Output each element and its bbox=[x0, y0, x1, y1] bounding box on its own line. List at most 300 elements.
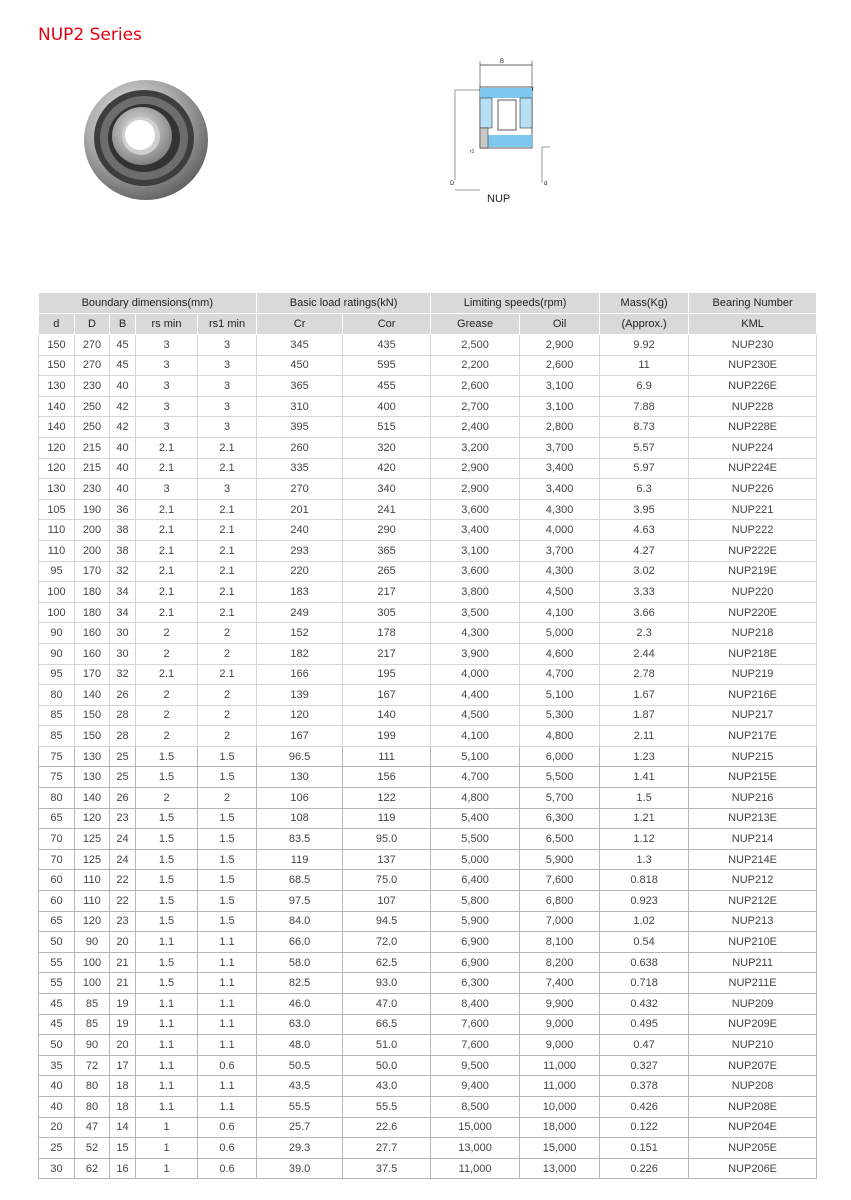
cell-B: 22 bbox=[110, 870, 136, 891]
cell-bearing-number: NUP204E bbox=[689, 1117, 817, 1138]
cell-D: 47 bbox=[75, 1117, 110, 1138]
cell-mass: 5.97 bbox=[600, 458, 689, 479]
cell-B: 21 bbox=[110, 973, 136, 994]
cell-B: 40 bbox=[110, 458, 136, 479]
cell-D: 250 bbox=[75, 417, 110, 438]
cell-D: 140 bbox=[75, 788, 110, 809]
cell-grease: 5,400 bbox=[431, 808, 520, 829]
table-row bbox=[39, 582, 817, 603]
subheader-cr: Cr bbox=[257, 314, 343, 335]
cell-d: 95 bbox=[39, 561, 75, 582]
table-group-header-row bbox=[39, 293, 817, 314]
cell-oil: 3,400 bbox=[520, 479, 600, 500]
cell-mass: 0.923 bbox=[600, 891, 689, 912]
cell-cor: 140 bbox=[343, 705, 431, 726]
cell-rs1-min: 3 bbox=[198, 376, 257, 397]
cell-grease: 6,400 bbox=[431, 870, 520, 891]
table-row bbox=[39, 335, 817, 356]
cell-mass: 1.21 bbox=[600, 808, 689, 829]
cell-rs1-min: 2.1 bbox=[198, 582, 257, 603]
table-row bbox=[39, 499, 817, 520]
cell-cor: 55.5 bbox=[343, 1096, 431, 1117]
subheader-kml: KML bbox=[689, 314, 817, 335]
cell-d: 140 bbox=[39, 396, 75, 417]
cell-oil: 10,000 bbox=[520, 1096, 600, 1117]
cell-rs-min: 2.1 bbox=[136, 664, 198, 685]
cell-grease: 2,200 bbox=[431, 355, 520, 376]
cell-rs-min: 1.1 bbox=[136, 932, 198, 953]
subheader-grease: Grease bbox=[431, 314, 520, 335]
header-basic-load-ratings: Basic load ratings(kN) bbox=[257, 293, 431, 314]
cell-d: 55 bbox=[39, 952, 75, 973]
cell-oil: 3,100 bbox=[520, 396, 600, 417]
cell-d: 40 bbox=[39, 1076, 75, 1097]
table-row bbox=[39, 458, 817, 479]
cell-rs1-min: 1.1 bbox=[198, 1035, 257, 1056]
table-row bbox=[39, 808, 817, 829]
cell-rs1-min: 3 bbox=[198, 335, 257, 356]
cell-cor: 43.0 bbox=[343, 1076, 431, 1097]
cell-B: 24 bbox=[110, 849, 136, 870]
cell-oil: 8,100 bbox=[520, 932, 600, 953]
cell-cor: 167 bbox=[343, 685, 431, 706]
cell-cor: 515 bbox=[343, 417, 431, 438]
cell-oil: 9,900 bbox=[520, 994, 600, 1015]
cell-d: 60 bbox=[39, 870, 75, 891]
cell-cor: 156 bbox=[343, 767, 431, 788]
cell-cor: 66.5 bbox=[343, 1014, 431, 1035]
cell-cr: 25.7 bbox=[257, 1117, 343, 1138]
cell-rs1-min: 1.5 bbox=[198, 746, 257, 767]
cell-grease: 8,400 bbox=[431, 994, 520, 1015]
cell-cor: 290 bbox=[343, 520, 431, 541]
cell-B: 34 bbox=[110, 582, 136, 603]
cell-cor: 435 bbox=[343, 335, 431, 356]
cell-d: 45 bbox=[39, 1014, 75, 1035]
cell-grease: 4,500 bbox=[431, 705, 520, 726]
cell-cr: 260 bbox=[257, 437, 343, 458]
cell-D: 270 bbox=[75, 335, 110, 356]
cell-rs-min: 1.5 bbox=[136, 849, 198, 870]
cell-B: 42 bbox=[110, 396, 136, 417]
cell-d: 40 bbox=[39, 1096, 75, 1117]
cell-grease: 4,000 bbox=[431, 664, 520, 685]
cell-rs1-min: 2 bbox=[198, 705, 257, 726]
cell-cor: 22.6 bbox=[343, 1117, 431, 1138]
cell-oil: 8,200 bbox=[520, 952, 600, 973]
cell-oil: 5,700 bbox=[520, 788, 600, 809]
cell-mass: 3.95 bbox=[600, 499, 689, 520]
cell-bearing-number: NUP219E bbox=[689, 561, 817, 582]
cell-rs1-min: 1.5 bbox=[198, 870, 257, 891]
cell-d: 130 bbox=[39, 479, 75, 500]
cell-rs-min: 2.1 bbox=[136, 582, 198, 603]
cell-oil: 11,000 bbox=[520, 1076, 600, 1097]
cell-cor: 119 bbox=[343, 808, 431, 829]
table-row bbox=[39, 1035, 817, 1056]
cell-bearing-number: NUP214E bbox=[689, 849, 817, 870]
cell-mass: 2.78 bbox=[600, 664, 689, 685]
cell-rs-min: 2.1 bbox=[136, 540, 198, 561]
cell-mass: 1.12 bbox=[600, 829, 689, 850]
header-bearing-number: Bearing Number bbox=[689, 293, 817, 314]
cell-bearing-number: NUP206E bbox=[689, 1158, 817, 1179]
cell-cor: 400 bbox=[343, 396, 431, 417]
cell-rs1-min: 1.1 bbox=[198, 1096, 257, 1117]
cell-cr: 84.0 bbox=[257, 911, 343, 932]
table-row bbox=[39, 767, 817, 788]
cell-cor: 199 bbox=[343, 726, 431, 747]
table-row bbox=[39, 561, 817, 582]
cell-d: 65 bbox=[39, 911, 75, 932]
cell-rs1-min: 1.5 bbox=[198, 808, 257, 829]
cell-rs-min: 1.5 bbox=[136, 891, 198, 912]
cell-D: 150 bbox=[75, 726, 110, 747]
cell-cor: 365 bbox=[343, 540, 431, 561]
cell-d: 140 bbox=[39, 417, 75, 438]
cell-cr: 108 bbox=[257, 808, 343, 829]
cell-D: 170 bbox=[75, 561, 110, 582]
cell-mass: 0.122 bbox=[600, 1117, 689, 1138]
table-row bbox=[39, 396, 817, 417]
cell-D: 180 bbox=[75, 582, 110, 603]
cell-d: 110 bbox=[39, 520, 75, 541]
cell-bearing-number: NUP213 bbox=[689, 911, 817, 932]
cell-grease: 4,300 bbox=[431, 623, 520, 644]
cell-bearing-number: NUP211E bbox=[689, 973, 817, 994]
cell-rs1-min: 1.1 bbox=[198, 1076, 257, 1097]
cell-bearing-number: NUP228E bbox=[689, 417, 817, 438]
cell-cr: 395 bbox=[257, 417, 343, 438]
cell-d: 75 bbox=[39, 767, 75, 788]
cell-D: 80 bbox=[75, 1076, 110, 1097]
cell-bearing-number: NUP224 bbox=[689, 437, 817, 458]
cell-rs-min: 1.5 bbox=[136, 829, 198, 850]
cell-mass: 5.57 bbox=[600, 437, 689, 458]
table-row bbox=[39, 952, 817, 973]
cell-cr: 201 bbox=[257, 499, 343, 520]
cell-d: 80 bbox=[39, 685, 75, 706]
cell-D: 215 bbox=[75, 458, 110, 479]
cell-oil: 9,000 bbox=[520, 1014, 600, 1035]
cell-grease: 3,400 bbox=[431, 520, 520, 541]
cell-oil: 4,500 bbox=[520, 582, 600, 603]
cell-oil: 4,000 bbox=[520, 520, 600, 541]
cell-D: 150 bbox=[75, 705, 110, 726]
cell-grease: 6,300 bbox=[431, 973, 520, 994]
cell-D: 90 bbox=[75, 1035, 110, 1056]
cell-d: 130 bbox=[39, 376, 75, 397]
cell-B: 14 bbox=[110, 1117, 136, 1138]
cell-B: 38 bbox=[110, 540, 136, 561]
cell-cr: 48.0 bbox=[257, 1035, 343, 1056]
cell-rs1-min: 2 bbox=[198, 643, 257, 664]
cell-D: 160 bbox=[75, 623, 110, 644]
cell-grease: 3,500 bbox=[431, 602, 520, 623]
cell-cr: 58.0 bbox=[257, 952, 343, 973]
cell-grease: 4,400 bbox=[431, 685, 520, 706]
cell-mass: 9.92 bbox=[600, 335, 689, 356]
cell-grease: 5,500 bbox=[431, 829, 520, 850]
cell-B: 20 bbox=[110, 932, 136, 953]
cell-oil: 4,800 bbox=[520, 726, 600, 747]
cell-oil: 4,300 bbox=[520, 561, 600, 582]
cell-cor: 455 bbox=[343, 376, 431, 397]
cell-bearing-number: NUP221 bbox=[689, 499, 817, 520]
cell-grease: 7,600 bbox=[431, 1014, 520, 1035]
cell-mass: 0.327 bbox=[600, 1055, 689, 1076]
cell-cr: 240 bbox=[257, 520, 343, 541]
table-row bbox=[39, 417, 817, 438]
cell-cr: 130 bbox=[257, 767, 343, 788]
cell-bearing-number: NUP215E bbox=[689, 767, 817, 788]
cell-d: 85 bbox=[39, 705, 75, 726]
cell-rs1-min: 1.5 bbox=[198, 767, 257, 788]
cell-oil: 6,500 bbox=[520, 829, 600, 850]
cell-d: 95 bbox=[39, 664, 75, 685]
cell-oil: 4,600 bbox=[520, 643, 600, 664]
cell-D: 190 bbox=[75, 499, 110, 520]
cell-grease: 3,200 bbox=[431, 437, 520, 458]
table-row bbox=[39, 1096, 817, 1117]
cell-D: 180 bbox=[75, 602, 110, 623]
cell-B: 40 bbox=[110, 479, 136, 500]
cell-B: 34 bbox=[110, 602, 136, 623]
cell-rs-min: 3 bbox=[136, 479, 198, 500]
cell-D: 80 bbox=[75, 1096, 110, 1117]
cell-bearing-number: NUP210E bbox=[689, 932, 817, 953]
cell-cor: 93.0 bbox=[343, 973, 431, 994]
cell-oil: 2,800 bbox=[520, 417, 600, 438]
table-row bbox=[39, 726, 817, 747]
cell-rs1-min: 3 bbox=[198, 417, 257, 438]
table-row bbox=[39, 1117, 817, 1138]
cell-D: 120 bbox=[75, 911, 110, 932]
cell-bearing-number: NUP212 bbox=[689, 870, 817, 891]
table-row bbox=[39, 623, 817, 644]
cell-oil: 6,000 bbox=[520, 746, 600, 767]
cell-rs1-min: 2 bbox=[198, 726, 257, 747]
cell-B: 20 bbox=[110, 1035, 136, 1056]
cell-rs1-min: 2 bbox=[198, 685, 257, 706]
cell-rs-min: 1.1 bbox=[136, 1014, 198, 1035]
cell-rs-min: 1 bbox=[136, 1117, 198, 1138]
cell-grease: 15,000 bbox=[431, 1117, 520, 1138]
cell-cr: 120 bbox=[257, 705, 343, 726]
table-row bbox=[39, 1138, 817, 1159]
cell-d: 70 bbox=[39, 829, 75, 850]
cell-mass: 0.151 bbox=[600, 1138, 689, 1159]
cell-cr: 167 bbox=[257, 726, 343, 747]
subheader-D: D bbox=[75, 314, 110, 335]
cell-cor: 62.5 bbox=[343, 952, 431, 973]
cell-rs1-min: 1.1 bbox=[198, 994, 257, 1015]
cell-cor: 217 bbox=[343, 643, 431, 664]
cell-B: 16 bbox=[110, 1158, 136, 1179]
table-row bbox=[39, 829, 817, 850]
cell-oil: 7,400 bbox=[520, 973, 600, 994]
cell-mass: 0.495 bbox=[600, 1014, 689, 1035]
nup-cross-section-diagram bbox=[440, 55, 560, 210]
cell-cor: 178 bbox=[343, 623, 431, 644]
cell-grease: 6,900 bbox=[431, 932, 520, 953]
table-row bbox=[39, 664, 817, 685]
cell-oil: 3,100 bbox=[520, 376, 600, 397]
cell-rs-min: 1.1 bbox=[136, 1076, 198, 1097]
cell-B: 19 bbox=[110, 994, 136, 1015]
cell-d: 20 bbox=[39, 1117, 75, 1138]
cell-cr: 166 bbox=[257, 664, 343, 685]
cell-rs-min: 3 bbox=[136, 396, 198, 417]
cell-B: 42 bbox=[110, 417, 136, 438]
cell-D: 90 bbox=[75, 932, 110, 953]
cell-oil: 3,700 bbox=[520, 540, 600, 561]
cell-cr: 220 bbox=[257, 561, 343, 582]
cell-oil: 6,800 bbox=[520, 891, 600, 912]
cell-grease: 3,900 bbox=[431, 643, 520, 664]
cell-bearing-number: NUP217 bbox=[689, 705, 817, 726]
cell-d: 120 bbox=[39, 437, 75, 458]
cell-d: 60 bbox=[39, 891, 75, 912]
cell-D: 200 bbox=[75, 540, 110, 561]
cell-rs-min: 1.5 bbox=[136, 808, 198, 829]
cell-D: 125 bbox=[75, 849, 110, 870]
cell-oil: 4,100 bbox=[520, 602, 600, 623]
cell-grease: 2,400 bbox=[431, 417, 520, 438]
cell-oil: 18,000 bbox=[520, 1117, 600, 1138]
cell-grease: 2,700 bbox=[431, 396, 520, 417]
table-sub-header-row bbox=[39, 314, 817, 335]
cell-rs1-min: 1.1 bbox=[198, 1014, 257, 1035]
cell-mass: 0.426 bbox=[600, 1096, 689, 1117]
cell-B: 28 bbox=[110, 726, 136, 747]
table-row bbox=[39, 479, 817, 500]
cell-cor: 27.7 bbox=[343, 1138, 431, 1159]
table-row bbox=[39, 911, 817, 932]
cell-d: 35 bbox=[39, 1055, 75, 1076]
table-row bbox=[39, 932, 817, 953]
cell-cor: 95.0 bbox=[343, 829, 431, 850]
cell-mass: 1.67 bbox=[600, 685, 689, 706]
table-row bbox=[39, 1158, 817, 1179]
cell-mass: 1.3 bbox=[600, 849, 689, 870]
cell-grease: 6,900 bbox=[431, 952, 520, 973]
cell-D: 230 bbox=[75, 376, 110, 397]
cell-bearing-number: NUP209E bbox=[689, 1014, 817, 1035]
cell-D: 85 bbox=[75, 994, 110, 1015]
cell-D: 170 bbox=[75, 664, 110, 685]
cell-cr: 270 bbox=[257, 479, 343, 500]
cell-rs1-min: 0.6 bbox=[198, 1055, 257, 1076]
cell-cr: 55.5 bbox=[257, 1096, 343, 1117]
cell-grease: 3,600 bbox=[431, 561, 520, 582]
table-row bbox=[39, 685, 817, 706]
cell-rs-min: 1.5 bbox=[136, 767, 198, 788]
cell-rs-min: 1.5 bbox=[136, 870, 198, 891]
cell-mass: 1.87 bbox=[600, 705, 689, 726]
cell-B: 28 bbox=[110, 705, 136, 726]
cell-grease: 5,800 bbox=[431, 891, 520, 912]
cell-rs1-min: 0.6 bbox=[198, 1117, 257, 1138]
cell-oil: 7,600 bbox=[520, 870, 600, 891]
cell-grease: 2,500 bbox=[431, 335, 520, 356]
cell-oil: 11,000 bbox=[520, 1055, 600, 1076]
cell-bearing-number: NUP222 bbox=[689, 520, 817, 541]
cell-B: 26 bbox=[110, 788, 136, 809]
cell-B: 15 bbox=[110, 1138, 136, 1159]
cell-mass: 0.47 bbox=[600, 1035, 689, 1056]
cell-rs1-min: 2.1 bbox=[198, 602, 257, 623]
cell-rs-min: 1.5 bbox=[136, 952, 198, 973]
cell-D: 160 bbox=[75, 643, 110, 664]
cell-bearing-number: NUP215 bbox=[689, 746, 817, 767]
cell-rs1-min: 1.5 bbox=[198, 911, 257, 932]
cell-bearing-number: NUP207E bbox=[689, 1055, 817, 1076]
cell-cor: 595 bbox=[343, 355, 431, 376]
cell-mass: 0.226 bbox=[600, 1158, 689, 1179]
cell-grease: 4,800 bbox=[431, 788, 520, 809]
cell-B: 25 bbox=[110, 746, 136, 767]
cell-grease: 3,100 bbox=[431, 540, 520, 561]
cell-D: 110 bbox=[75, 891, 110, 912]
cell-D: 130 bbox=[75, 767, 110, 788]
cell-rs-min: 3 bbox=[136, 355, 198, 376]
cell-d: 45 bbox=[39, 994, 75, 1015]
cell-rs1-min: 3 bbox=[198, 355, 257, 376]
cell-rs-min: 1.1 bbox=[136, 1035, 198, 1056]
cell-cor: 37.5 bbox=[343, 1158, 431, 1179]
cell-D: 100 bbox=[75, 952, 110, 973]
cell-grease: 2,900 bbox=[431, 458, 520, 479]
cell-oil: 5,000 bbox=[520, 623, 600, 644]
cell-D: 230 bbox=[75, 479, 110, 500]
cell-d: 100 bbox=[39, 582, 75, 603]
cell-grease: 2,600 bbox=[431, 376, 520, 397]
cell-rs-min: 1 bbox=[136, 1158, 198, 1179]
cell-rs1-min: 2.1 bbox=[198, 520, 257, 541]
subheader-d: d bbox=[39, 314, 75, 335]
cell-D: 125 bbox=[75, 829, 110, 850]
cell-B: 45 bbox=[110, 335, 136, 356]
subheader-rs-min: rs min bbox=[136, 314, 198, 335]
cell-rs1-min: 3 bbox=[198, 479, 257, 500]
cell-cor: 50.0 bbox=[343, 1055, 431, 1076]
cell-d: 50 bbox=[39, 932, 75, 953]
cell-bearing-number: NUP219 bbox=[689, 664, 817, 685]
cell-rs-min: 3 bbox=[136, 335, 198, 356]
cell-B: 18 bbox=[110, 1096, 136, 1117]
cell-bearing-number: NUP213E bbox=[689, 808, 817, 829]
cell-grease: 7,600 bbox=[431, 1035, 520, 1056]
cell-mass: 2.11 bbox=[600, 726, 689, 747]
cell-grease: 4,700 bbox=[431, 767, 520, 788]
cell-rs1-min: 1.1 bbox=[198, 932, 257, 953]
cell-mass: 8.73 bbox=[600, 417, 689, 438]
cell-oil: 5,300 bbox=[520, 705, 600, 726]
cell-rs-min: 2.1 bbox=[136, 499, 198, 520]
cell-cr: 293 bbox=[257, 540, 343, 561]
subheader-B: B bbox=[110, 314, 136, 335]
cell-D: 100 bbox=[75, 973, 110, 994]
cell-B: 38 bbox=[110, 520, 136, 541]
cell-mass: 3.66 bbox=[600, 602, 689, 623]
cell-rs-min: 2.1 bbox=[136, 602, 198, 623]
cell-B: 32 bbox=[110, 561, 136, 582]
cell-oil: 4,700 bbox=[520, 664, 600, 685]
cell-mass: 1.41 bbox=[600, 767, 689, 788]
cell-bearing-number: NUP226 bbox=[689, 479, 817, 500]
bearing-spec-table bbox=[38, 293, 817, 1179]
